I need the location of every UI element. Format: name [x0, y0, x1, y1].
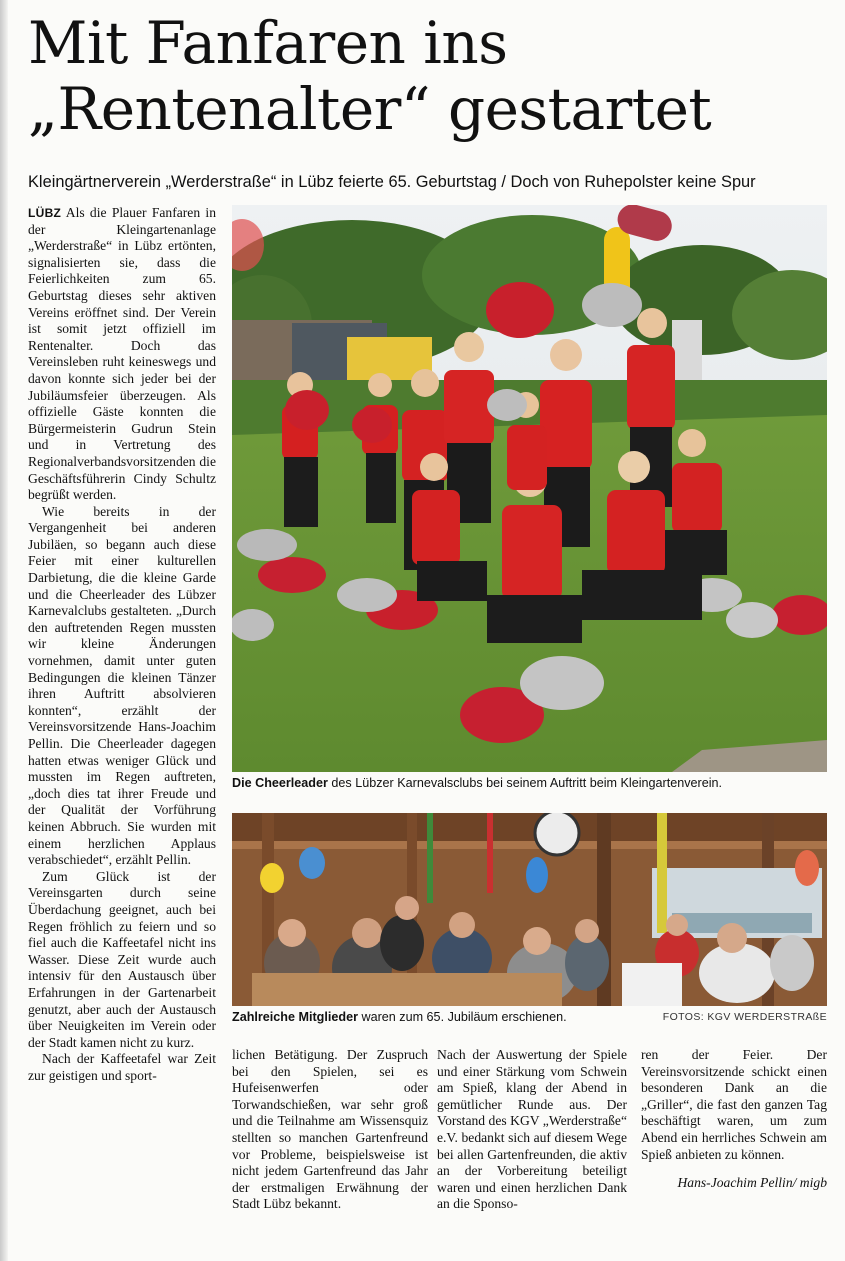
author-byline: Hans-Joachim Pellin/ migb [677, 1175, 827, 1191]
headline-line-2: „Rentenalter“ gestartet [28, 75, 712, 143]
article-column-1 [28, 205, 216, 1084]
dateline: LÜBZ [28, 206, 62, 220]
column-3-text: Nach der Auswertung der Spiele und einer Stärkung vom Schwein am Spieß, klang der Abend in gemütlicher Runde aus. Der Vorstand des KGV „Werderstraße“ e.V. bedankt sich auf diesem Wege bei allen Gartenfreunden, die aktiv an der Vorbereitung beteiligt waren und einen herzlichen Dank an die Sponso- [437, 1047, 627, 1212]
subheadline: Kleingärtnerverein „Werderstraße“ in Lübz feierte 65. Geburtstag / Doch von Ruhepolster keine Spur [28, 173, 756, 191]
photo2-caption-text: waren zum 65. Jubiläum erschienen. [357, 1010, 567, 1024]
paragraph-1 [28, 205, 216, 504]
page-fold-shadow [0, 0, 8, 1261]
paragraph-4: Nach der Kaffeetafel war Zeit zur geistigen und sport- [28, 1051, 216, 1083]
column-2-text: lichen Betätigung. Der Zuspruch bei den Spielen, sei es Hufeisenwerfen oder Torwandschießen, war sehr groß und die Teilnahme am Wissensquiz stellten so manchen Gartenfreund vor Probleme, beispielsweise ist nicht jedem Gartenfreund das Jahr der erstmaligen Erwähnung der Stadt Lübz bekannt. [232, 1047, 428, 1212]
photo2-caption-lead: Zahlreiche Mitglieder [232, 1010, 358, 1024]
paragraph-3: Zum Glück ist der Vereinsgarten durch seine Überdachung geeignet, auch bei Regen fröhlich zu feiern und so fiel auch die Kaffeetafel nicht ins Wasser. Diese Zeit wurde auch intensiv für den Austausch über Erfahrungen in der Gartenarbeit genutzt, aber auch der Austausch über Neuigkeiten im Verein oder der Stadt kamen nicht zu kurz. [28, 868, 216, 1050]
photo-members [232, 813, 827, 1006]
photo-credit: FOTOS: KGV WERDERSTRAßE [662, 1011, 827, 1023]
column-4-text: ren der Feier. Der Vereinsvorsitzende schickt einen besonderen Dank an die „Griller“, die fast den ganzen Tag beschäftigt waren, um zum Abend ein herrliches Schwein am Spieß anbieten zu können. [641, 1047, 827, 1162]
headline-line-1: Mit Fanfaren ins [28, 9, 508, 77]
members-illustration [232, 813, 827, 1006]
paragraph-1-text: Als die Plauer Fanfaren in der Kleingartenanlage „Werderstraße“ in Lübz ertönten, signalisierten sie, dass die Feierlichkeiten zum 65. Geburtstag dieses sehr aktiven Vereins eröffnet sind. Der Verein ist somit jetzt offiziell im Rentenalter. Doch das Vereinsleben ruht keineswegs und davon konnte sich jeder bei der Jubiläumsfeier überzeugen. Als offizielle Gäste konnten die Bürgermeisterin Gudrun Stein und in Vertretung des Regionalverbandsvorsitzenden die Geschäftsführerin Cindy Schultz begrüßt werden. [28, 205, 216, 503]
article-column-4 [641, 1047, 827, 1192]
headline [28, 10, 828, 142]
photo2-caption [232, 1009, 652, 1025]
paragraph-2: Wie bereits in der Vergangenheit bei anderen Jubiläen, so begann auch diese Feier mit einer kulturellen Darbietung, die die kleine Garde und die Cheerleader des Lübzer Karnevalclubs gestalteten. „Durch den auftretenden Regen mussten wir kleine Änderungen vornehmen, damit unter guten Bedingungen die kleinen Tänzer ihren Auftritt absolvieren konnten“, erzählt der Vereinsvorsitzende Hans-Joachim Pellin. Die Cheerleader dagegen hatten etwas weniger Glück und mussten im Regen auftreten, „doch dies tat ihrer Freude und der Qualität der Vorführung keinen Abbruch. Sie wurden mit einem herzlichen Applaus verabschiedet“, erzählt Pellin. [28, 503, 216, 868]
article-column-2 [232, 1047, 428, 1213]
photo1-caption-text: des Lübzer Karnevalsclubs bei seinem Auftritt beim Kleingartenverein. [327, 776, 723, 790]
photo-cheerleaders [232, 205, 827, 772]
article-column-3 [437, 1047, 627, 1213]
photo1-caption-lead: Die Cheerleader [232, 776, 328, 790]
photo1-caption [232, 775, 827, 791]
cheerleaders-illustration [232, 205, 827, 772]
